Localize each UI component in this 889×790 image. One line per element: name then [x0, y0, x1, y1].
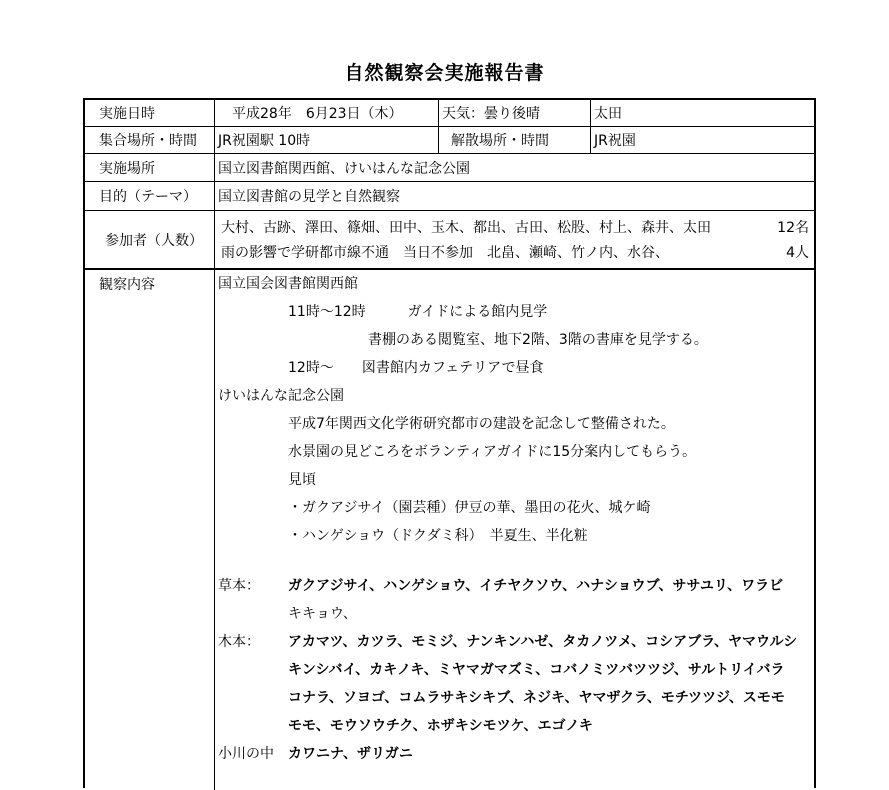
purpose-value: 国立図書館の見学と自然観察 — [218, 189, 400, 205]
observation-line: 平成7年関西文化学術研究都市の建設を記念して整備された。 — [288, 416, 675, 432]
venue-label: 実施場所 — [85, 154, 215, 181]
row-observation — [85, 270, 814, 790]
row-meeting — [85, 127, 814, 154]
meeting-value: JR祝園駅 10時 — [215, 127, 439, 153]
meeting-label: 集合場所・時間 — [85, 127, 215, 153]
venue-value: 国立図書館関西館、けいはんな記念公園 — [218, 160, 470, 177]
purpose-label: 目的（テーマ） — [85, 182, 215, 210]
tree-line: アカマツ、カツラ、モミジ、ナンキンハゼ、タカノツメ、コシアブラ、ヤマウルシ — [288, 634, 798, 650]
observation-line: けいはんな記念公園 — [218, 388, 344, 404]
stream-value: カワニナ、ザリガニ — [288, 746, 413, 762]
absentees-line — [218, 241, 814, 266]
herb-label: 草本： — [218, 578, 260, 594]
tree-line: モモ、モウソウチク、ホザキシモツケ、エゴノキ — [288, 718, 593, 734]
herb-line: ガクアジサイ、ハンゲショウ、イチヤクソウ、ハナショウブ、ササユリ、ワラビ — [288, 578, 784, 594]
observation-line: 見頃 — [288, 472, 316, 488]
tree-line: コナラ、ソヨゴ、コムラサキシキブ、ネジキ、ヤマザクラ、モチツツジ、スモモ — [288, 690, 785, 706]
tree-label: 木本： — [218, 634, 260, 650]
observation-line: 国立国会図書館関西館 — [218, 276, 358, 292]
participant-count: 12名 — [777, 220, 809, 236]
participants-value — [215, 211, 814, 268]
observation-line: ・ハンゲショウ（ドクダミ科） 半夏生、半化粧 — [288, 528, 588, 544]
participant-names: 大村、古跡、澤田、篠畑、田中、玉木、都出、古田、松股、村上、森井、太田 — [221, 220, 711, 236]
observation-label: 観察内容 — [85, 270, 215, 790]
absentee-names: 雨の影響で学研都市線不通 当日不参加 北畠、瀬崎、竹ノ内、水谷、 — [221, 245, 669, 261]
observation-line: 12時～ 図書館内カフェテリアで昼食 — [288, 360, 544, 376]
absentee-count: 4人 — [786, 245, 809, 261]
stream-label: 小川の中 — [218, 746, 274, 762]
row-venue — [85, 154, 814, 182]
dismiss-value: JR祝園 — [594, 133, 636, 149]
row-date — [85, 100, 814, 127]
observation-line: 書棚のある閲覧室、地下2階、3階の書庫を見学する。 — [368, 332, 708, 348]
date-value: 平成28年 6月23日（木） — [215, 100, 439, 126]
row-purpose — [85, 182, 814, 211]
herb-line: キキョウ、 — [288, 606, 357, 622]
reporter-value: 太田 — [594, 106, 622, 122]
participants-label: 参加者（人数） — [85, 211, 215, 268]
observation-line: 11時～12時 ガイドによる館内見学 — [288, 304, 548, 320]
observation-line: ・ガクアジサイ（園芸種）伊豆の華、墨田の花火、城ケ崎 — [288, 500, 651, 516]
row-participants — [85, 211, 814, 270]
report-table — [83, 98, 816, 788]
tree-line: キンシバイ、カキノキ、ミヤマガマズミ、コバノミツバツツジ、サルトリイバラ — [288, 662, 785, 678]
observation-content — [215, 270, 814, 790]
participants-line — [218, 216, 814, 241]
document-title: 自然観察会実施報告書 — [344, 62, 545, 84]
weather-value: 天気：曇り後晴 — [439, 100, 591, 126]
observation-line: 水景園の見どころをボランティアガイドに15分案内してもらう。 — [288, 444, 697, 460]
date-label: 実施日時 — [85, 100, 215, 126]
dismiss-label: 解散場所・時間 — [439, 127, 591, 153]
